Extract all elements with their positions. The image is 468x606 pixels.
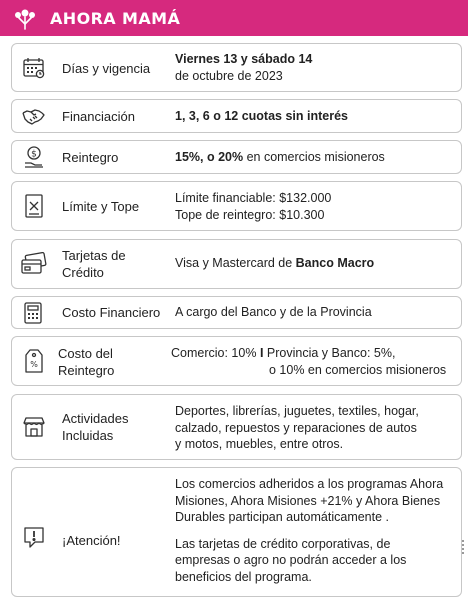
row-value [175,190,331,223]
value-line: Tope de reintegro: $10.300 [175,207,325,222]
row-value [175,51,312,84]
value-text: Visa y Mastercard de [175,256,296,270]
value-line: o 10% en comercios misioneros [269,362,447,377]
value-line: calzado, repuestos y reparaciones de autos [175,420,417,435]
info-row-actividades [11,394,462,460]
row-label [62,410,128,444]
row-value [175,149,385,166]
price-tag-icon [21,348,47,374]
row-label: Financiación [62,109,135,124]
row-label: Límite y Tope [62,199,140,214]
info-row-dias [11,43,462,92]
label-line: Crédito [62,265,104,280]
info-row-limite [11,181,462,231]
value-line: Las tarjetas de crédito corporativas, de [175,536,391,551]
value-text: en comercios misioneros [243,150,385,164]
info-row-reintegro [11,140,462,174]
row-value [175,304,372,321]
document-icon [21,193,47,219]
value-line: y motos, muebles, entre otros. [175,437,344,451]
value-bold: Viernes 13 y sábado 14 [175,52,313,66]
value-line: Durables participan automáticamente . [175,510,390,524]
row-label: Costo Financiero [62,305,161,320]
credit-card-icon [21,251,47,277]
alert-icon [21,525,47,551]
calendar-icon [21,55,47,81]
value-line: Deportes, librerías, juguetes, textiles, hogar, [175,404,419,418]
row-value [171,345,446,378]
row-value [175,476,443,585]
svg-text:$: $ [31,149,37,160]
value-text: Provincia y Banco: 5%, [263,346,396,360]
calculator-icon [21,300,47,326]
flower-icon [0,0,50,36]
info-row-financiacion [11,99,462,133]
row-label [58,345,114,379]
money-hand-icon [21,144,47,170]
value-line: Límite financiable: $132.000 [175,191,332,205]
value-line: A cargo del Banco y de la Provincia [175,305,372,319]
row-label [62,247,126,281]
value-text: Comercio: 10% [171,346,260,360]
info-row-costo-financiero [11,296,462,329]
label-line: Actividades [62,411,129,426]
row-value [175,403,419,453]
page-title: AHORA MAMÁ [50,8,181,28]
label-line: Tarjetas de [62,248,126,263]
row-value [175,108,348,125]
header-bar [0,0,468,36]
row-label: ¡Atención! [62,533,121,548]
info-row-atencion [11,467,462,597]
row-label: Reintegro [62,150,119,165]
value-bold: 15%, o 20% [175,150,244,164]
value-bold: 1, 3, 6 o 12 cuotas sin interés [175,109,348,123]
value-bold: Banco Macro [295,256,375,270]
edge-mark [462,540,465,554]
row-label: Días y vigencia [62,61,151,76]
svg-text:%: % [30,360,38,369]
value-line: beneficios del programa. [175,569,312,584]
info-row-tarjetas [11,239,462,289]
label-line: Incluidas [62,428,114,443]
label-line: Costo del [58,346,113,361]
info-row-costo-reintegro [11,336,462,386]
value-text: de octubre de 2023 [175,68,283,83]
handshake-icon [21,103,47,129]
value-line: Misiones, Ahora Misiones +21% y Ahora Bienes [175,493,441,508]
store-icon [21,414,47,440]
value-line: empresas o agro no podrán acceder a los [175,553,407,567]
value-line: Los comercios adheridos a los programas Ahora [175,477,444,491]
row-value [175,255,374,272]
value-separator: I [259,346,264,360]
label-line: Reintegro [58,363,115,378]
